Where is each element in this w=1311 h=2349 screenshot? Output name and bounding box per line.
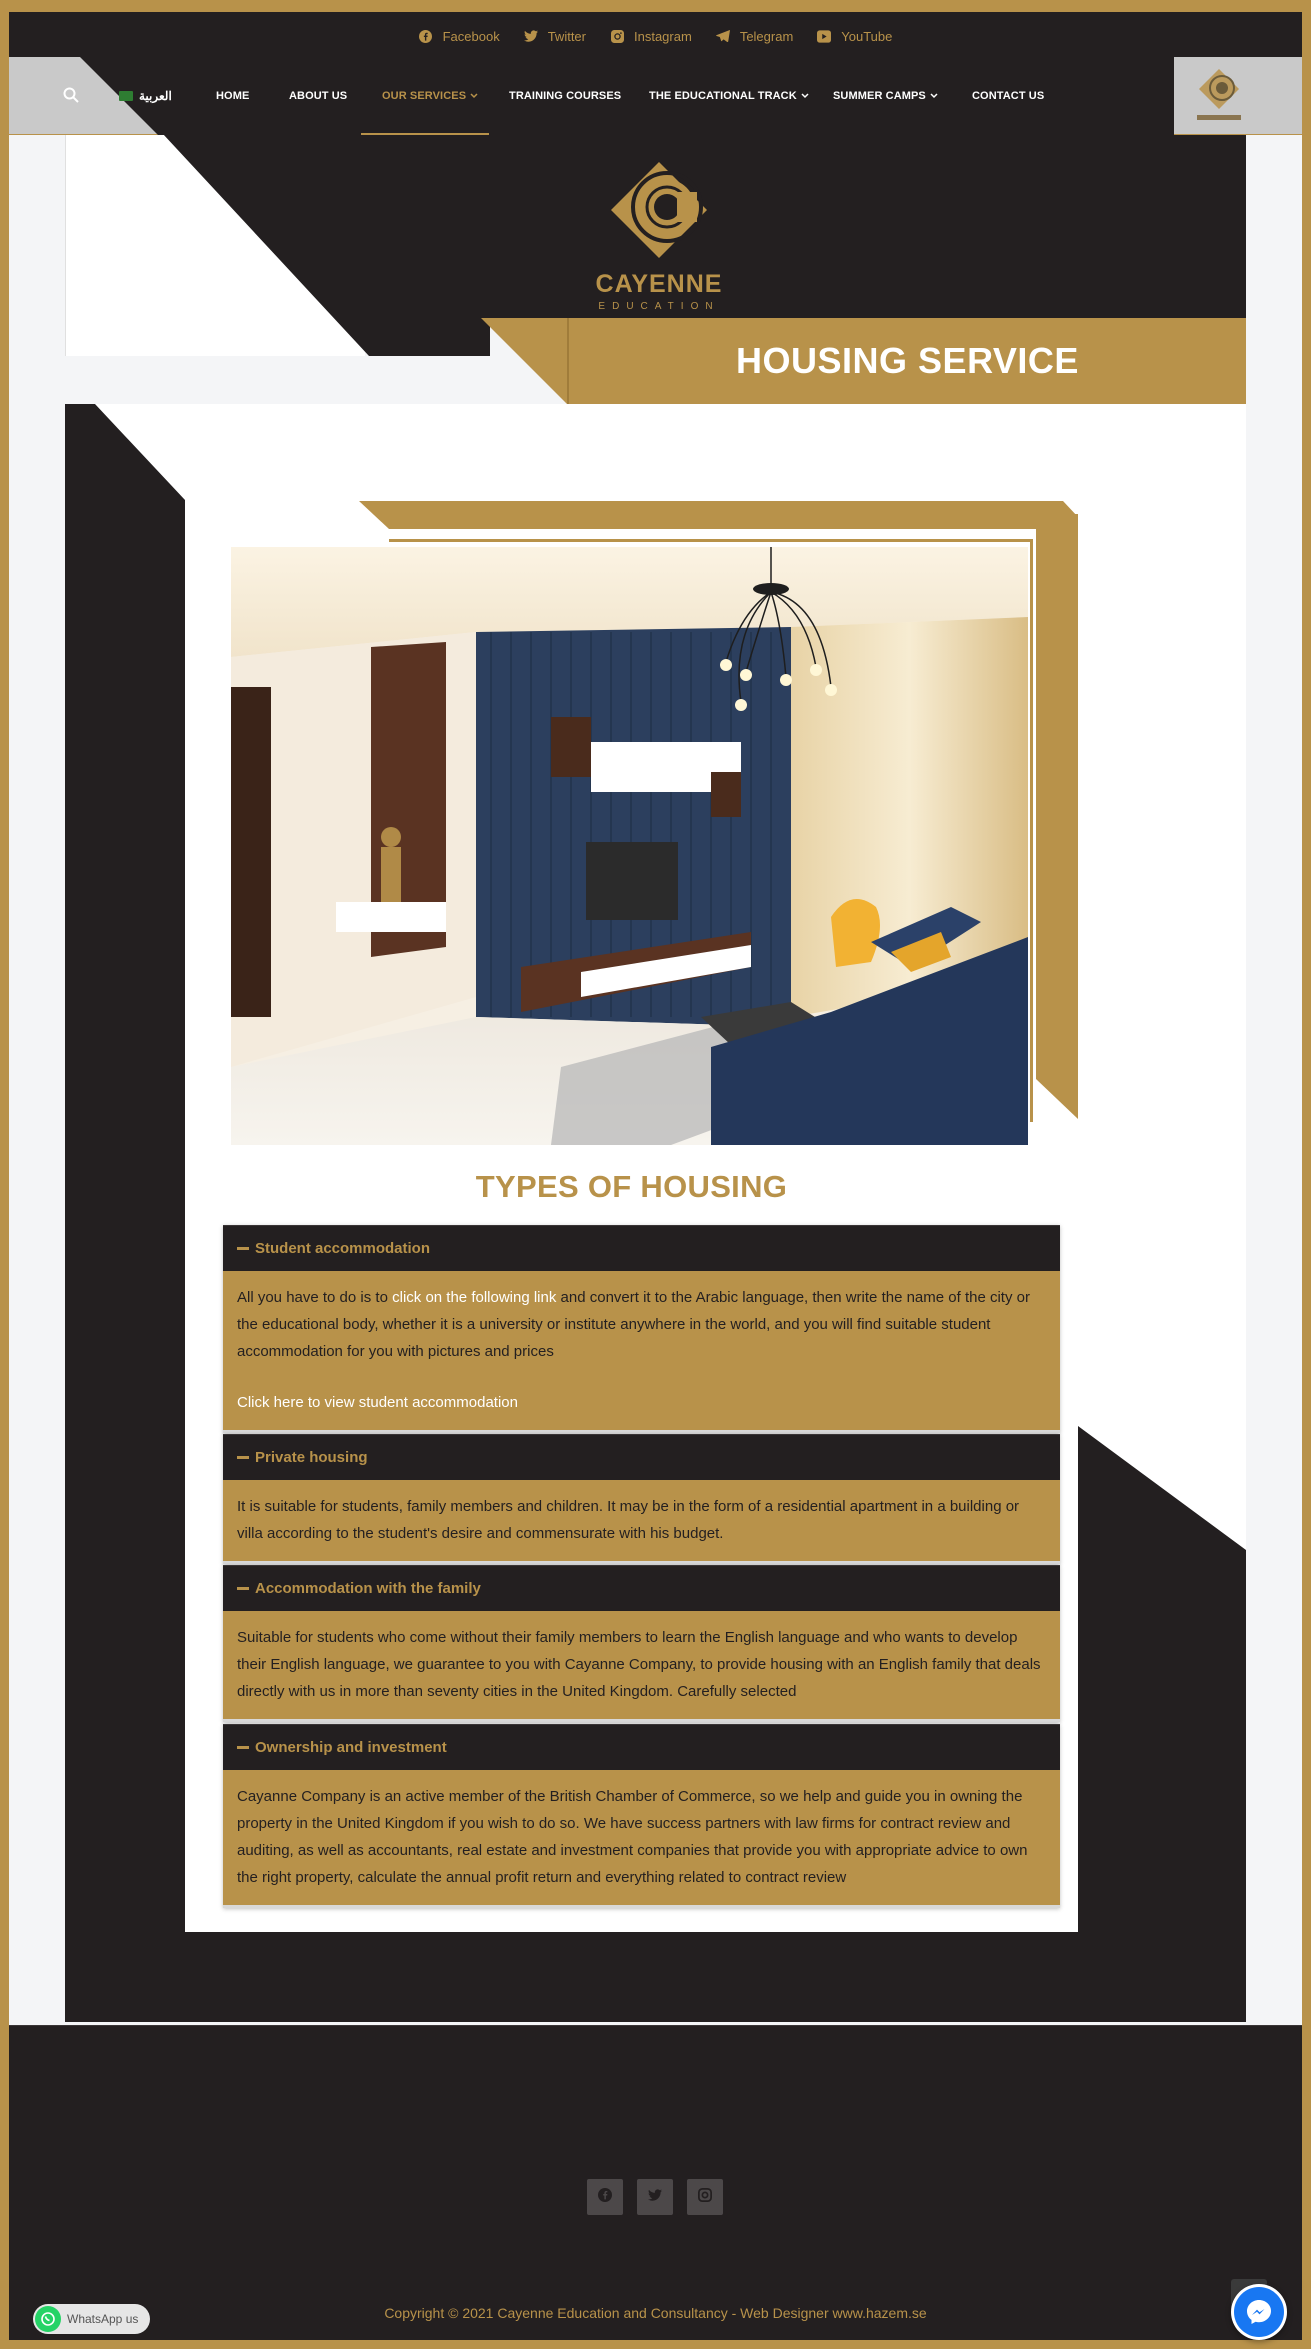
nav-our-services[interactable] bbox=[382, 57, 478, 135]
card-gold-line-vertical bbox=[1030, 539, 1033, 1122]
nav-our-services-label: OUR SERVICES bbox=[382, 90, 467, 102]
nav-summer-camps-label: SUMMER CAMPS bbox=[833, 90, 926, 102]
chevron-down-icon bbox=[801, 90, 809, 102]
nav-logo[interactable] bbox=[1189, 65, 1249, 127]
brand-name: CAYENNE bbox=[595, 270, 723, 298]
nav-summer-camps[interactable] bbox=[833, 57, 938, 135]
minus-icon bbox=[237, 1587, 249, 1590]
telegram-icon bbox=[716, 29, 730, 43]
accordion-body: It is suitable for students, family members and children. It may be in the form of a residential apartment in a building or villa according to the student's desire and commensurate with his budget. bbox=[223, 1480, 1060, 1564]
twitter-label: Twitter bbox=[547, 28, 586, 44]
accordion-title: Student accommodation bbox=[255, 1240, 431, 1257]
whatsapp-icon bbox=[35, 2306, 61, 2332]
accordion-text: All you have to do is to bbox=[237, 1289, 388, 1306]
accordion-header-ownership-investment[interactable] bbox=[223, 1724, 1060, 1770]
accordion-header-private-housing[interactable] bbox=[223, 1434, 1060, 1480]
telegram-label: Telegram bbox=[739, 28, 794, 44]
accordion-family-accommodation bbox=[223, 1565, 1060, 1722]
facebook-icon bbox=[419, 29, 433, 43]
cayenne-logo[interactable] bbox=[589, 152, 729, 312]
language-switch[interactable] bbox=[119, 57, 172, 135]
accordion-body bbox=[223, 1271, 1060, 1433]
footer bbox=[9, 2025, 1302, 2340]
footer-instagram-button[interactable] bbox=[687, 2179, 723, 2215]
footer-social-icons bbox=[587, 2179, 723, 2215]
accordion-title: Private housing bbox=[255, 1449, 368, 1466]
nav-educational-track-label: THE EDUCATIONAL TRACK bbox=[649, 90, 797, 102]
nav-training-courses[interactable]: TRAINING COURSES bbox=[509, 90, 622, 102]
twitter-icon bbox=[648, 2188, 662, 2206]
types-of-housing-heading: TYPES OF HOUSING bbox=[475, 1169, 788, 1204]
minus-icon bbox=[237, 1247, 249, 1250]
twitter-icon bbox=[524, 29, 538, 43]
accordion-title: Ownership and investment bbox=[255, 1739, 447, 1756]
search-icon[interactable] bbox=[63, 87, 81, 105]
accordion-body: Cayanne Company is an active member of the British Chamber of Commerce, so we help and guide you in owning the property in the United Kingdom if you wish to do so. We have success partners with law firms for contract review and auditing, as well as accountants, real estate and investment companies that provide you with appropriate advice to own the right property, calculate the annual profit return and everything related to contract review bbox=[223, 1770, 1060, 1908]
instagram-icon bbox=[610, 29, 624, 43]
brand-tagline: EDUCATION bbox=[598, 301, 720, 312]
messenger-icon bbox=[1234, 2287, 1284, 2337]
accordion-title: Accommodation with the family bbox=[255, 1580, 481, 1597]
minus-icon bbox=[237, 1746, 249, 1749]
main-nav bbox=[9, 57, 1302, 135]
card-gold-right bbox=[1036, 514, 1078, 1119]
instagram-icon bbox=[698, 2188, 712, 2207]
language-label: العربية bbox=[139, 89, 172, 103]
youtube-icon bbox=[817, 29, 831, 43]
active-nav-underline bbox=[361, 133, 489, 135]
facebook-link[interactable] bbox=[419, 29, 500, 44]
minus-icon bbox=[237, 1456, 249, 1459]
accordion-student-accommodation bbox=[223, 1225, 1060, 1433]
page-frame bbox=[9, 9, 1302, 2340]
facebook-icon bbox=[598, 2188, 612, 2207]
card-gold-line-horizontal bbox=[389, 539, 1033, 542]
telegram-link[interactable] bbox=[716, 29, 793, 44]
nav-educational-track[interactable] bbox=[649, 57, 809, 135]
saudi-flag-icon bbox=[119, 91, 133, 101]
facebook-label: Facebook bbox=[442, 28, 500, 44]
accordion-text-continued: and convert it to the Arabic language, then write the name of the city or the educational body, whether it is a university or institute anywhere in the world, and you will find suitable student accommodation for you with pictures and prices bbox=[237, 1289, 1030, 1360]
accordion-header-student-accommodation[interactable] bbox=[223, 1225, 1060, 1271]
chevron-down-icon bbox=[930, 90, 938, 102]
messenger-chat-button[interactable] bbox=[1231, 2284, 1287, 2340]
whatsapp-label: WhatsApp us bbox=[67, 2312, 139, 2326]
footer-twitter-button[interactable] bbox=[637, 2179, 673, 2215]
accordion-ownership-investment bbox=[223, 1724, 1060, 1908]
nav-home[interactable]: HOME bbox=[216, 90, 250, 102]
living-room-photo bbox=[231, 547, 1028, 1145]
instagram-label: Instagram bbox=[634, 28, 692, 44]
card-gold-strip bbox=[359, 501, 1078, 529]
youtube-label: YouTube bbox=[841, 28, 893, 44]
instagram-link[interactable] bbox=[610, 29, 692, 44]
whatsapp-chat-button[interactable] bbox=[33, 2304, 150, 2334]
nav-about-us[interactable]: ABOUT US bbox=[289, 90, 348, 102]
view-student-accommodation-link[interactable]: Click here to view student accommodation bbox=[237, 1394, 518, 1411]
twitter-link[interactable] bbox=[524, 29, 586, 44]
nav-contact-us[interactable]: CONTACT US bbox=[972, 90, 1045, 102]
chevron-down-icon bbox=[470, 90, 478, 102]
accordion-body: Suitable for students who come without their family members to learn the English language and who wants to develop their English language, we guarantee to you with Cayanne Company, to provide housing with an English family that deals directly with us in more than seventy cities in the United Kingdom. Carefully selected bbox=[223, 1611, 1060, 1722]
top-social-bar bbox=[9, 9, 1302, 57]
page-title: HOUSING SERVICE bbox=[736, 340, 1079, 381]
accordion-private-housing bbox=[223, 1434, 1060, 1564]
accordion-header-family-accommodation[interactable] bbox=[223, 1565, 1060, 1611]
footer-facebook-button[interactable] bbox=[587, 2179, 623, 2215]
copyright-text: Copyright © 2021 Cayenne Education and Consultancy - Web Designer www.hazem.se bbox=[384, 2305, 927, 2321]
youtube-link[interactable] bbox=[817, 29, 892, 44]
following-link[interactable]: click on the following link bbox=[392, 1289, 557, 1306]
